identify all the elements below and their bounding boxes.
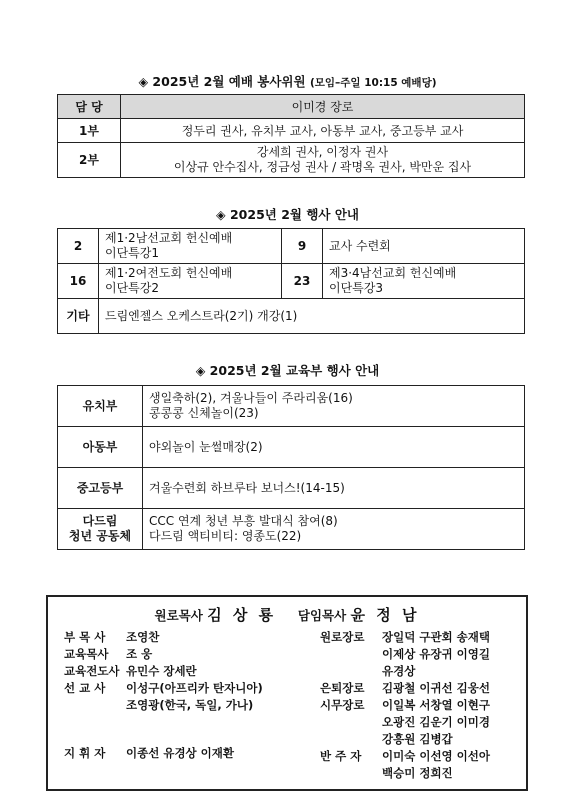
staff-row: 지 휘 자 이종선 유경상 이재환 — [64, 746, 234, 760]
dept-events: 겨울수련회 하브루타 보너스!(14-15) — [143, 468, 525, 509]
event-desc: 교사 수련회 — [323, 229, 525, 264]
event-desc: 제3·4남선교회 헌신예배 이단특강3 — [323, 264, 525, 299]
header-label: 담 당 — [58, 95, 121, 119]
worship-volunteer-table — [57, 94, 525, 178]
section1-note: (모임–주일 10:15 예배당) — [309, 77, 437, 89]
etc-label: 기타 — [58, 299, 99, 334]
event-desc: 제1·2남선교회 헌신예배 이단특강1 — [99, 229, 282, 264]
senior-pastor-name: 김 상 룡 — [207, 606, 277, 624]
staff-header: 원로목사 김 상 룡 담임목사 윤 정 남 — [154, 606, 420, 624]
dept-label: 아동부 — [58, 427, 143, 468]
staff-row: 원로장로 장일덕 구관회 송재택 — [320, 630, 490, 644]
staff-row: 오광진 김운기 이미경 — [382, 715, 490, 729]
staff-row: 반 주 자 이미숙 이선영 이선아 — [320, 749, 490, 763]
staff-row: 유경상 — [382, 664, 416, 678]
dept-label: 유치부 — [58, 386, 143, 427]
event-date: 2 — [58, 229, 99, 264]
education-table — [57, 385, 525, 550]
events-table — [57, 228, 525, 334]
staff-row: 강흥원 김병갑 — [382, 732, 453, 746]
staff-row: 시무장로 이일복 서창열 이현구 — [320, 698, 490, 712]
staff-row: 교육전도사 유민수 장세란 — [64, 664, 197, 678]
etc-value: 드림엔젤스 오케스트라(2기) 개강(1) — [99, 299, 525, 334]
event-date: 23 — [282, 264, 323, 299]
event-desc: 제1·2여전도회 헌신예배 이단특강2 — [99, 264, 282, 299]
dept-label: 다드림 청년 공동체 — [58, 509, 143, 550]
row-label: 2부 — [58, 143, 121, 178]
header-value: 이미경 장로 — [121, 95, 525, 119]
staff-row: 백승미 정희진 — [382, 766, 453, 780]
section1-title: ◈ 2025년 2월 예배 봉사위원 (모임–주일 10:15 예배당) — [138, 74, 437, 89]
staff-row: 조영광(한국, 독일, 가나) — [126, 698, 254, 712]
lead-pastor-name: 윤 정 남 — [350, 606, 420, 624]
staff-row: 교육목사 조 웅 — [64, 647, 153, 661]
row-value: 정두리 권사, 유치부 교사, 아동부 교사, 중고등부 교사 — [121, 119, 525, 143]
row-label: 1부 — [58, 119, 121, 143]
event-date: 9 — [282, 229, 323, 264]
staff-row: 부 목 사 조영찬 — [64, 630, 160, 644]
dept-events: CCC 연계 청년 부흥 발대식 참여(8) 다드림 액티비티: 영종도(22) — [143, 509, 525, 550]
section2-title: ◈ 2025년 2월 행사 안내 — [216, 207, 359, 222]
staff-row: 은퇴장로 김광철 이귀선 김웅선 — [320, 681, 490, 695]
staff-row: 이제상 유장귀 이영길 — [382, 647, 490, 661]
dept-label: 중고등부 — [58, 468, 143, 509]
row-value: 강세희 권사, 이정자 권사 이상규 안수집사, 정금성 권사 / 곽명옥 권사, 박만운 집사 — [121, 143, 525, 178]
section3-title: ◈ 2025년 2월 교육부 행사 안내 — [195, 363, 380, 378]
event-date: 16 — [58, 264, 99, 299]
staff-row: 선 교 사 이성구(아프리카 탄자니아) — [64, 681, 263, 695]
dept-events: 생일축하(2), 겨울나들이 주라리움(16) 콩콩콩 신체놀이(23) — [143, 386, 525, 427]
staff-box — [46, 595, 528, 791]
dept-events: 야외놀이 눈썰매장(2) — [143, 427, 525, 468]
